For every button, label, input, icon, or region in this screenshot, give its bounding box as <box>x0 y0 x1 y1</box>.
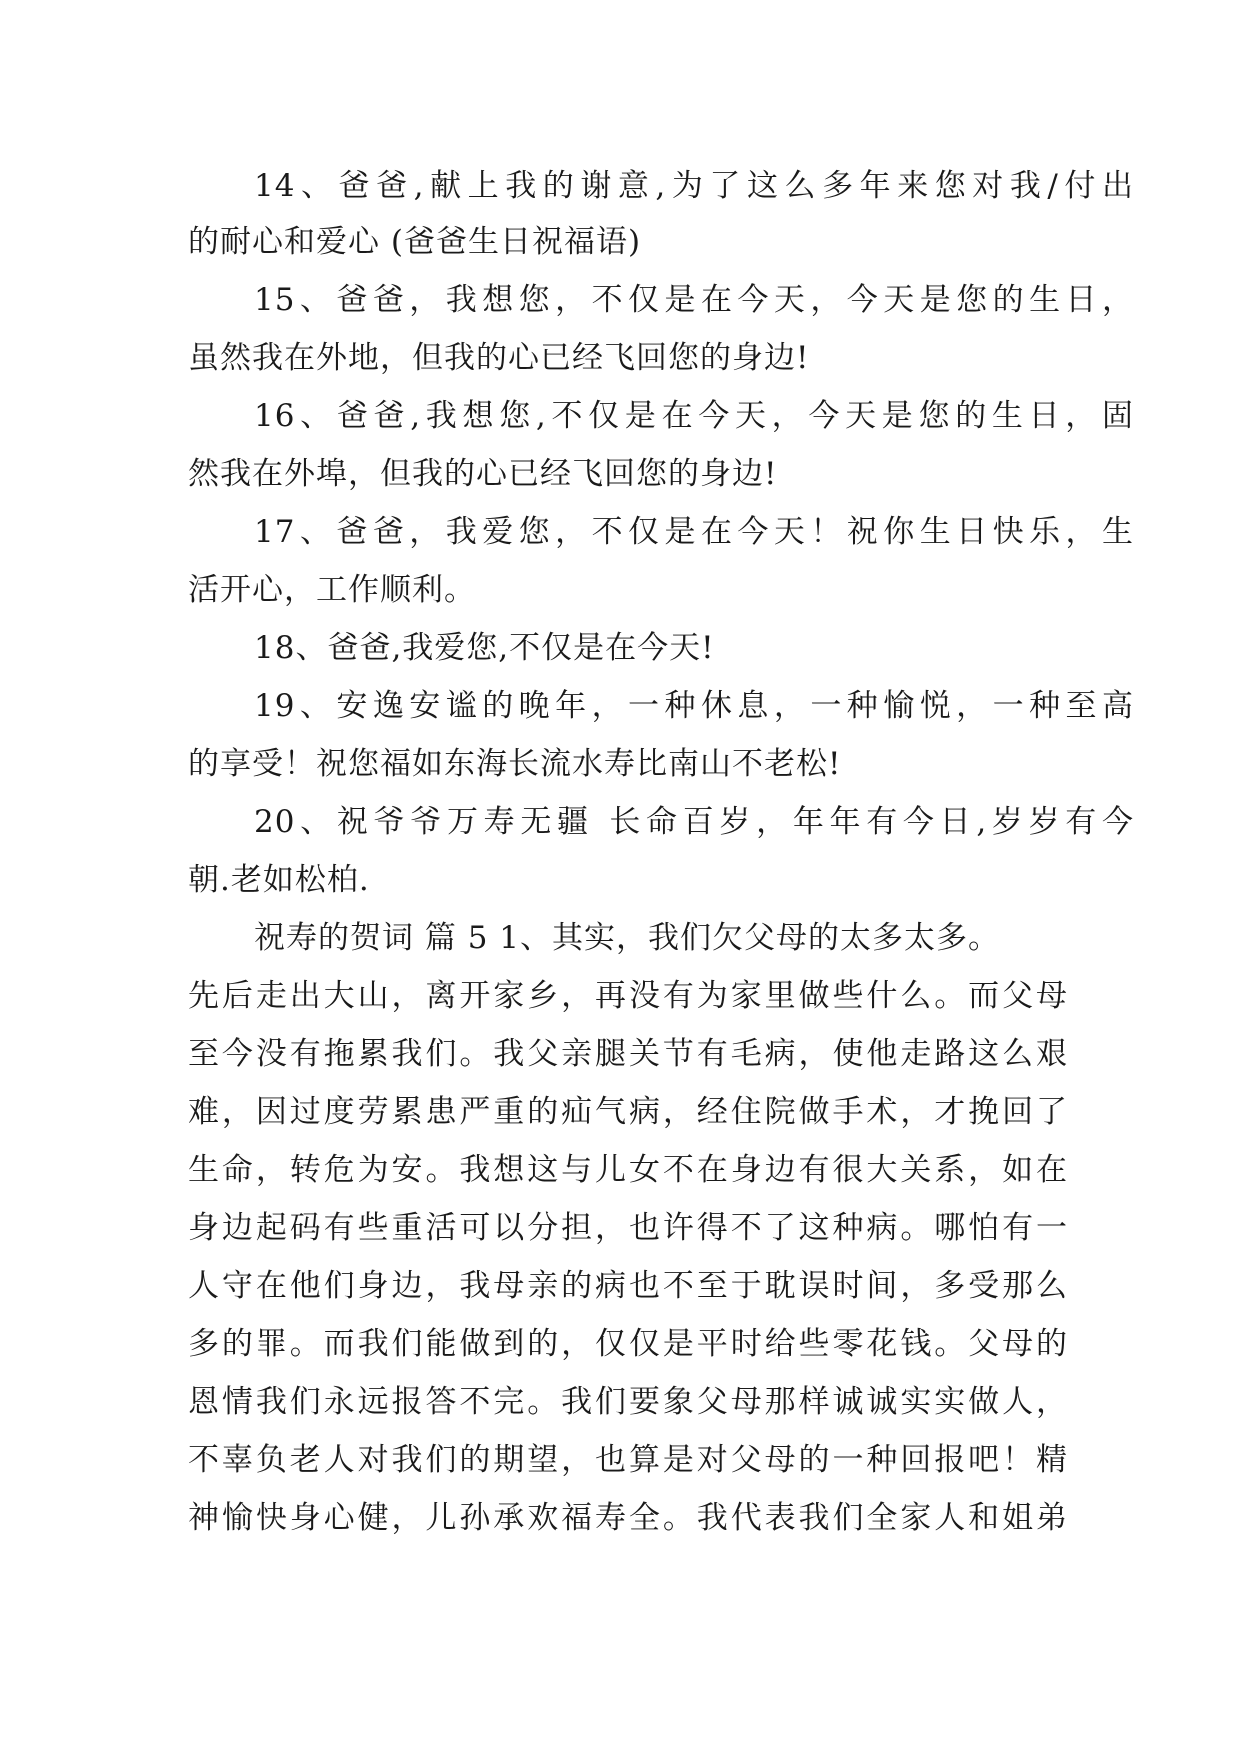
text-line: 多的罪。而我们能做到的，仅仅是平时给些零花钱。父母的 <box>188 1326 1068 1362</box>
text-line: 17、爸爸，我爱您，不仅是在今天！祝你生日快乐，生 <box>254 514 1134 550</box>
text-line: 19、安逸安谧的晚年，一种休息，一种愉悦，一种至高 <box>254 688 1134 724</box>
text-line: 难，因过度劳累患严重的疝气病，经住院做手术，才挽回了 <box>188 1094 1068 1130</box>
text-line: 的耐心和爱心 (爸爸生日祝福语) <box>188 224 642 260</box>
text-line: 然我在外埠，但我的心已经飞回您的身边! <box>188 456 778 492</box>
text-line: 人守在他们身边，我母亲的病也不至于耽误时间，多受那么 <box>188 1268 1068 1304</box>
text-line: 至今没有拖累我们。我父亲腿关节有毛病，使他走路这么艰 <box>188 1036 1068 1072</box>
text-line: 恩情我们永远报答不完。我们要象父母那样诚诚实实做人， <box>188 1384 1068 1420</box>
text-line: 神愉快身心健，儿孙承欢福寿全。我代表我们全家人和姐弟 <box>188 1500 1068 1536</box>
section-heading-line: 祝寿的贺词 篇 5 1、其实，我们欠父母的太多太多。 <box>254 920 1001 956</box>
text-line: 虽然我在外地，但我的心已经飞回您的身边! <box>188 340 810 376</box>
text-line: 的享受！祝您福如东海长流水寿比南山不老松! <box>188 746 842 782</box>
text-line: 18、爸爸,我爱您,不仅是在今天! <box>254 630 715 666</box>
text-line: 朝.老如松柏. <box>188 862 370 898</box>
text-line: 14、爸爸,献上我的谢意,为了这么多年来您对我/付出 <box>254 168 1134 204</box>
text-line: 活开心，工作顺利。 <box>188 572 476 608</box>
text-line: 不辜负老人对我们的期望，也算是对父母的一种回报吧！精 <box>188 1442 1068 1478</box>
text-line: 15、爸爸，我想您，不仅是在今天，今天是您的生日， <box>254 282 1134 318</box>
text-line: 16、爸爸,我想您,不仅是在今天，今天是您的生日，固 <box>254 398 1134 434</box>
text-line: 先后走出大山，离开家乡，再没有为家里做些什么。而父母 <box>188 978 1068 1014</box>
text-line: 生命，转危为安。我想这与儿女不在身边有很大关系，如在 <box>188 1152 1068 1188</box>
text-line: 20、祝爷爷万寿无疆 长命百岁，年年有今日,岁岁有今 <box>254 804 1134 840</box>
text-line: 身边起码有些重活可以分担，也许得不了这种病。哪怕有一 <box>188 1210 1068 1246</box>
